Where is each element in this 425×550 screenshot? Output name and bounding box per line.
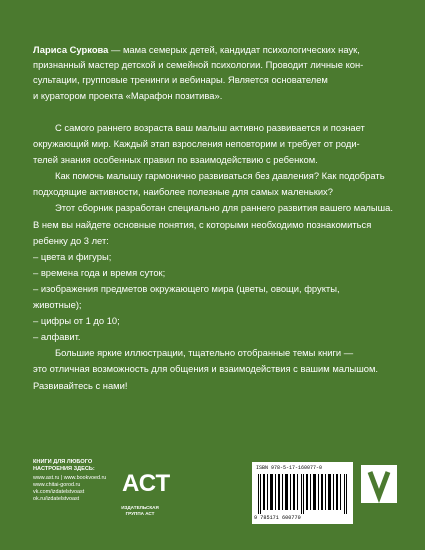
store-links-list <box>33 475 113 503</box>
text-line: ГРУППА АСТ <box>125 511 155 516</box>
link-item: vk.com/izdatelstvoast <box>33 489 85 495</box>
author-bio-line: и куратором проекта «Марафон позитива». <box>33 89 223 101</box>
barcode-bars <box>258 474 348 514</box>
text-line: НАСТРОЕНИЯ ЗДЕСЬ: <box>33 466 95 472</box>
description-paragraph <box>33 345 403 393</box>
text-line: Как помочь малышу гармонично развиваться без давления? Как подобрать <box>55 170 385 182</box>
text-line: Этот сборник разработан специально для раннего развития вашего малыша. <box>55 202 393 214</box>
publisher-name <box>116 505 164 517</box>
text-line: В нем вы найдете основные понятия, с которыми необходимо познакомиться <box>33 218 372 230</box>
text-line: подходящие активности, наиболее полезные для самых маленьких? <box>33 186 333 198</box>
link-item: www.chitai-gorod.ru <box>33 482 81 488</box>
text-line: это отличная возможность для общения и взаимодействия с вашим малышом. <box>33 363 378 375</box>
book-description <box>33 120 403 394</box>
publisher-logo <box>118 461 171 501</box>
text-line: Развивайтесь с нами! <box>33 379 128 391</box>
list-item <box>33 281 403 313</box>
text-line: ребенку до 3 лет: <box>33 234 109 246</box>
description-paragraph <box>33 168 403 200</box>
list-item: – времена года и время суток; <box>33 266 166 278</box>
publisher-logo-text: АСТ <box>122 470 171 497</box>
author-bio-line: признанный мастер детской и семейной психологии. Проводит личные кон- <box>33 59 364 71</box>
link-item: ok.ru/izdatelstvoast <box>33 496 80 502</box>
text-line: Большие яркие иллюстрации, тщательно отобранные темы книги — <box>55 347 354 359</box>
store-links-heading <box>33 459 113 473</box>
link-item: www.ast.ru | www.bookvoed.ru <box>33 475 107 481</box>
barcode <box>252 462 353 524</box>
text-line: ИЗДАТЕЛЬСКАЯ <box>121 505 159 510</box>
barcode-digits: 9 785171 600770 <box>254 515 301 521</box>
text-line: телей знания особенных правил по взаимодействию с ребенком. <box>33 154 318 166</box>
description-paragraph <box>33 120 403 168</box>
store-links <box>33 459 113 503</box>
list-item: – цифры от 1 до 10; <box>33 315 120 327</box>
text-line: – изображения предметов окружающего мира (цветы, овощи, фрукты, <box>33 282 340 294</box>
description-paragraph <box>33 200 403 248</box>
text-line: КНИГИ ДЛЯ ЛЮБОГО <box>33 459 93 465</box>
author-name: Лариса Суркова <box>33 44 109 55</box>
author-bio-line: сультации, групповые тренинги и вебинары. Является основателем <box>33 74 328 86</box>
author-bio-line: — мама семерых детей, кандидат психологических наук, <box>108 44 360 55</box>
author-bio <box>33 42 395 103</box>
age-rating-icon <box>361 465 397 503</box>
list-item: – цвета и фигуры; <box>33 250 112 262</box>
text-line: С самого раннего возраста ваш малыш активно развивается и познает <box>55 122 365 133</box>
list-item: – алфавит. <box>33 331 81 343</box>
text-line: животные); <box>33 299 82 311</box>
isbn-text: ISBN 978-5-17-160077-0 <box>256 465 323 471</box>
text-line: окружающий мир. Каждый этап взросления неповторим и требует от роди- <box>33 138 360 150</box>
